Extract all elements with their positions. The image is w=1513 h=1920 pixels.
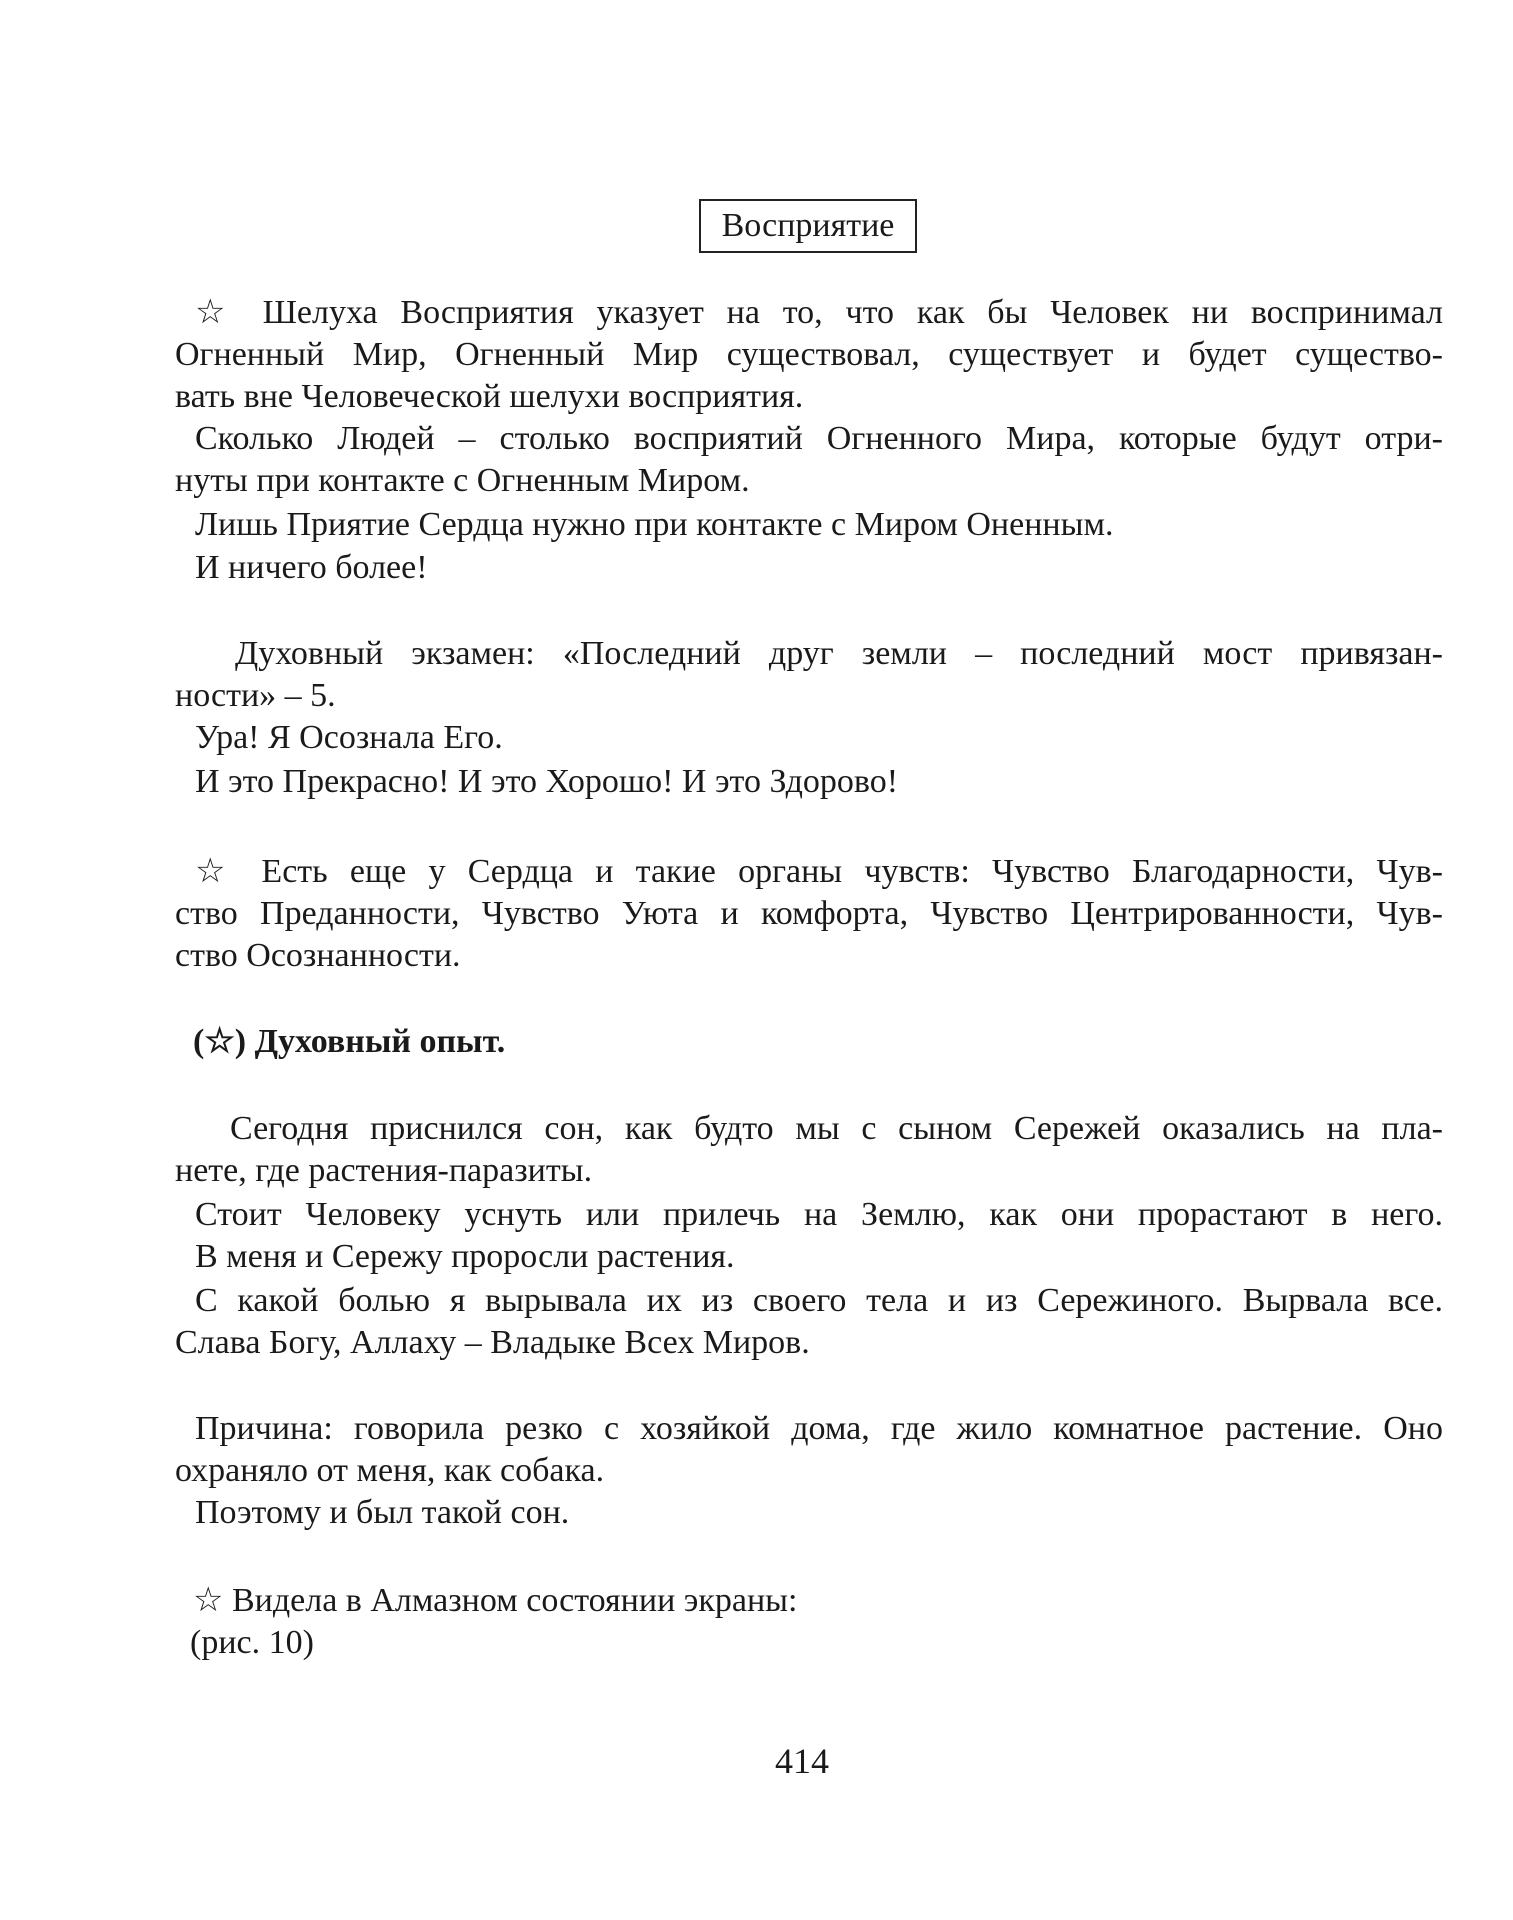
text-line: Слава Богу, Аллаху – Владыке Всех Миров. [175, 1324, 810, 1361]
text-line: Огненный Мир, Огненный Мир существовал, существует и будет существо- [175, 336, 1443, 373]
text-line: Поэтому и был такой сон. [195, 1494, 570, 1531]
text-line: ство Преданности, Чувство Уюта и комфорта, Чувство Центрированности, Чув- [175, 895, 1443, 932]
text-line: ☆ Есть еще у Сердца и такие органы чувств: Чувство Благодарности, Чув- [195, 853, 1443, 890]
text-line: ☆ Шелуха Восприятия указует на то, что как бы Человек ни воспринимал [195, 294, 1443, 331]
subheading-spiritual-experience: (☆) Духовный опыт. [193, 1023, 506, 1060]
text-line: И это Прекрасно! И это Хорошо! И это Здорово! [195, 763, 899, 800]
text-line: охраняло от меня, как собака. [175, 1452, 605, 1489]
text-line: ности» – 5. [175, 677, 336, 714]
text-line: нуты при контакте с Огненным Миром. [175, 462, 750, 499]
text-line: Ура! Я Осознала Его. [195, 719, 503, 756]
text-line: Причина: говорила резко с хозяйкой дома, где жило комнатное растение. Оно [195, 1410, 1443, 1447]
text-line: Стоит Человеку уснуть или прилечь на Землю, как они прорастают в него. [195, 1196, 1443, 1233]
text-line: Духовный экзамен: «Последний друг земли – последний мост привязан- [235, 635, 1443, 672]
text-line: Лишь Приятие Сердца нужно при контакте с Миром Оненным. [195, 506, 1114, 543]
text-line: Сегодня приснился сон, как будто мы с сыном Сережей оказались на пла- [230, 1110, 1443, 1147]
section-heading: Восприятие [699, 199, 917, 253]
text-line: Сколько Людей – столько восприятий Огненного Мира, которые будут отри- [195, 420, 1443, 457]
text-line: С какой болью я вырывала их из своего тела и из Сережиного. Вырвала все. [195, 1282, 1443, 1319]
text-line: В меня и Сережу проросли растения. [195, 1238, 735, 1275]
text-line: ☆ Видела в Алмазном состоянии экраны: [193, 1582, 798, 1619]
text-line: И ничего более! [195, 549, 428, 586]
text-line: ство Осознанности. [175, 937, 461, 974]
figure-reference: (рис. 10) [190, 1624, 314, 1661]
page-number: 414 [775, 1741, 829, 1781]
text-line: вать вне Человеческой шелухи восприятия. [175, 378, 804, 415]
text-line: нете, где растения-паразиты. [175, 1152, 593, 1189]
